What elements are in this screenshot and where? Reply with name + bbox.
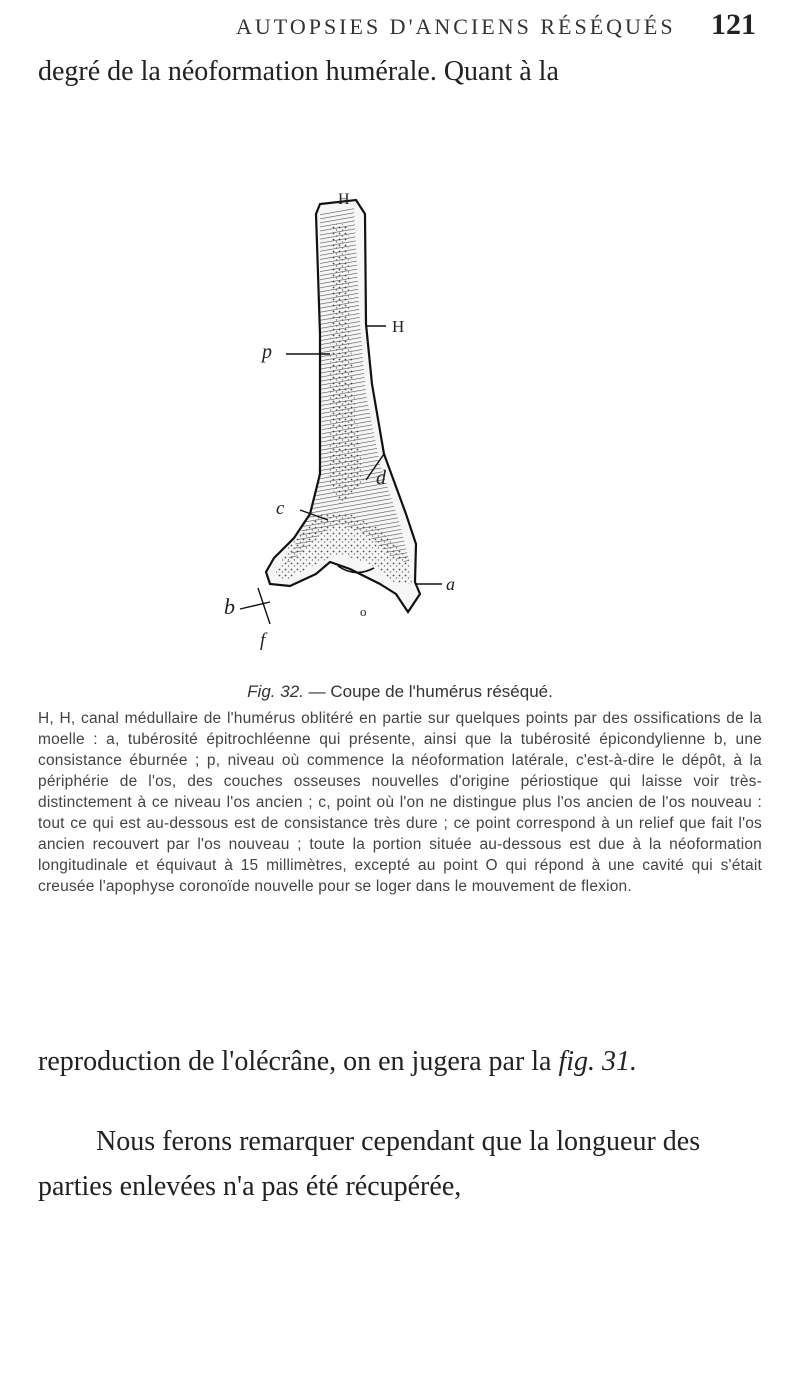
humerus-drawing — [170, 184, 570, 689]
paragraph-text: reproduction de l'olécrâne, on en jugera par la — [38, 1046, 552, 1077]
caption-body: H, H, canal médullaire de l'humérus oblitéré en partie sur quelques points par des ossifications de la moelle : a, tubérosité épitrochléenne qui présente, ainsi que la tubérosité épicondylienne b, une consistance éburnée ; p, niveau où commence la néoformation latérale, c'est-à-dire le dépôt, à la périphérie de l'os, des couches osseuses nouvelles d'origine périostique qui laisse voir très-distinctement à ce niveau l'os ancien ; c, point où l'on ne distingue plus l'os ancien de l'os nouveau : tout ce qui est au-dessous est de consistance très dure ; ce point correspond à un relief que fait l'os ancien recouvert par l'os nouveau ; toute la portion située au-dessous est due à la néoformation longitudinale et équivaut à 15 millimètres, excepté au point O qui répond à une cavité qui s'était creusée l'apophyse coronoïde nouvelle pour se loger dans le mouvement de flexion. — [38, 710, 762, 895]
paragraph: Nous ferons remarquer cependant que la longueur des parties enlevées n'a pas été récupérée, — [38, 1126, 701, 1202]
figure-reference: fig. 31. — [558, 1046, 638, 1077]
page-number: 121 — [711, 8, 756, 41]
figure-humerus-section — [170, 184, 570, 689]
label-c: c — [276, 498, 285, 519]
label-top-h: H — [338, 191, 350, 208]
figure-caption — [38, 682, 762, 897]
running-title: AUTOPSIES D'ANCIENS RÉSÉQUÉS — [236, 14, 676, 39]
label-d: d — [376, 467, 386, 489]
figure-label: Fig. 32. — [247, 682, 304, 701]
label-p: p — [262, 341, 272, 363]
label-o: o — [360, 604, 367, 619]
label-f: f — [260, 630, 266, 651]
running-head — [236, 8, 756, 48]
body-text-line: degré de la néoformation humérale. Quant à la — [38, 56, 559, 87]
caption-title — [38, 682, 762, 702]
label-h-right: H — [392, 317, 405, 336]
paragraph — [38, 1039, 770, 1084]
caption-title-text: — Coupe de l'humérus réséqué. — [308, 682, 553, 701]
label-b: b — [224, 594, 235, 619]
label-a: a — [446, 574, 455, 594]
